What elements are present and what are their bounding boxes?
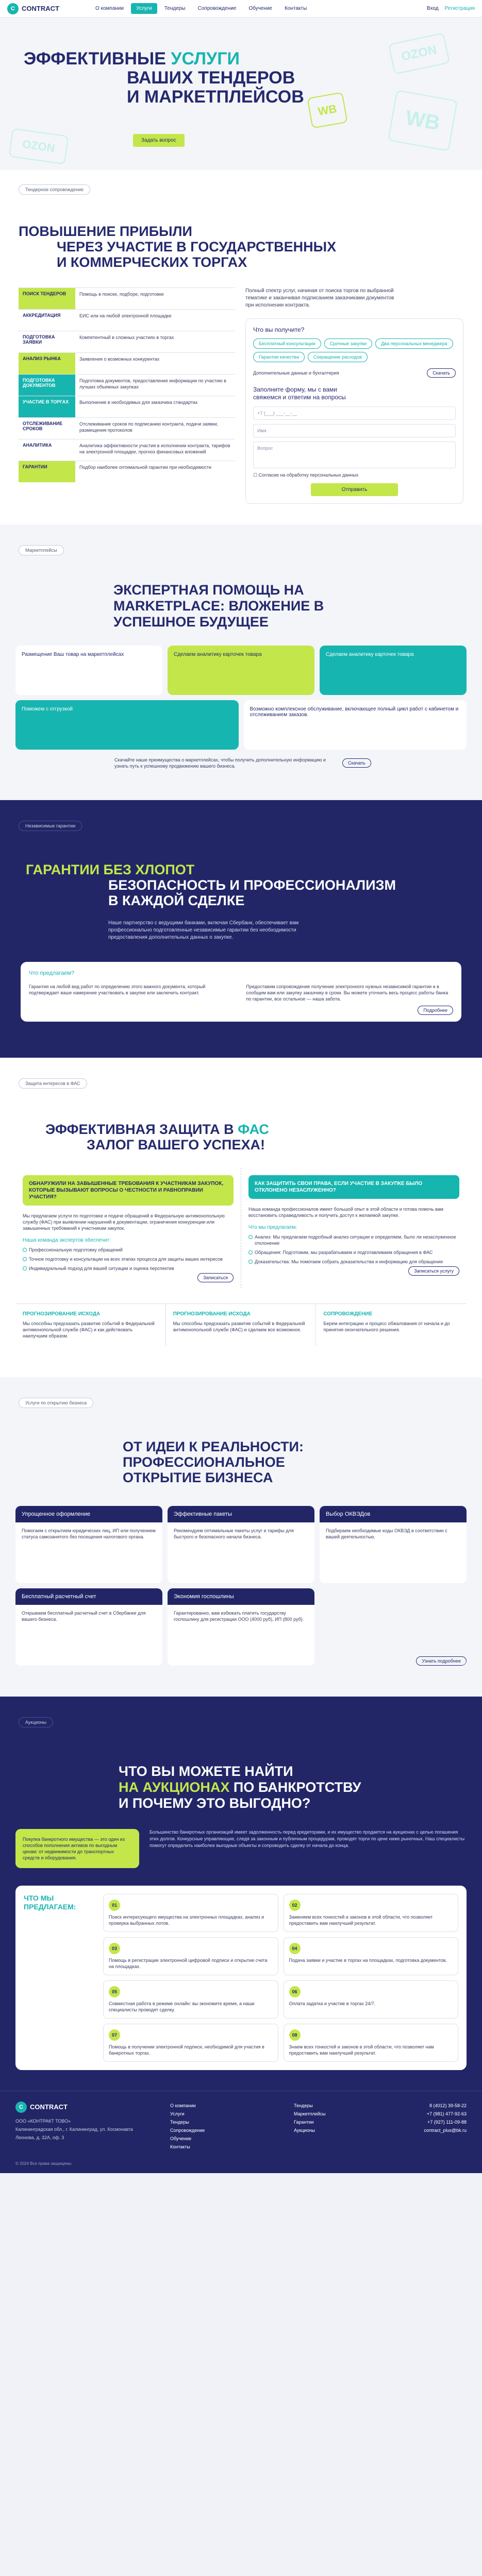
support-title <box>19 224 482 270</box>
benefit-chip: Гарантия качества <box>253 352 305 362</box>
business-title-line: ОТКРЫТИЕ БИЗНЕСА <box>123 1470 273 1485</box>
service-row <box>19 439 235 461</box>
signup-button[interactable]: Записаться <box>197 1273 234 1282</box>
service-desc: Заявления о возможных конкурентах <box>79 357 160 362</box>
section-label: Защита интересов в ФАС <box>19 1078 87 1089</box>
business-card <box>15 1588 162 1666</box>
business-section <box>0 1377 482 1697</box>
consent-checkbox[interactable]: ☐ Согласие на обработку персональных данных <box>253 472 359 478</box>
offer-text: Поиск интересующего имущества на электронных площадках, анализ и проверка выбранных лотов. <box>109 1914 264 1926</box>
business-card <box>15 1506 162 1583</box>
fas-feature <box>15 1304 166 1346</box>
fas-list-item: Доказательства: Мы помогаем собрать доказательства и информацию для обращения <box>248 1259 459 1265</box>
business-cta <box>320 1588 467 1666</box>
offer-item <box>103 1937 278 1975</box>
footer-link[interactable]: Аукционы <box>294 2128 315 2133</box>
footer-link[interactable]: Контакты <box>170 2144 190 2149</box>
marketplace-card[interactable] <box>168 646 314 695</box>
offer-number: 04 <box>289 1943 301 1954</box>
card-text: Помогаем с открытием юридических лиц, ИП или получением статуса самозанятого без посещения налогового органа. <box>22 1528 156 1539</box>
footer-logo[interactable] <box>15 2102 149 2113</box>
card-title: Упрощенное оформление <box>15 1506 162 1522</box>
card-text: Подбираем необходимые коды ОКВЭД в соответствии с вашей деятельностью. <box>326 1528 447 1539</box>
service-desc: ЕИС или на любой электронной площадке <box>79 313 172 318</box>
fas-title-part: ЭФФЕКТИВНАЯ ЗАЩИТА В <box>45 1122 234 1137</box>
offer-item <box>284 1937 459 1975</box>
nav-support[interactable]: Сопровождение <box>197 6 237 11</box>
auctions-title-accent: НА АУКЦИОНАХ <box>119 1780 230 1795</box>
fas-title-line2: ЗАЛОГ ВАШЕГО УСПЕХА! <box>87 1137 265 1153</box>
auctions-text: Большинство банкротных организаций имеет задолженность перед кредиторами, и их имущество продается на аукционах с целью погашения этих долгов. Конкурсные управляющие, следя за законным и публичным процедурам, проводят торги по цене ниже рыночных. Наш специалисты помогут определить наиболее выгодные объекты и сопроводить сделку от начала до конца. <box>149 1829 465 1848</box>
footer-links-secondary <box>294 2102 371 2151</box>
guarantees-title-line: ГАРАНТИИ БЕЗ ХЛОПОТ <box>26 862 195 877</box>
offer-grid <box>103 1894 458 2062</box>
signup-service-button[interactable]: Записаться услугу <box>408 1266 459 1276</box>
footer-link[interactable]: Гарантии <box>294 2120 314 2125</box>
nav-about[interactable]: О компании <box>95 6 124 11</box>
phone-input[interactable]: +7 (___) ___-__-__ <box>253 406 456 420</box>
auctions-title-line: ПО БАНКРОТСТВУ <box>233 1780 361 1795</box>
ask-question-button[interactable]: Задать вопрос <box>133 134 185 147</box>
service-title: ПОДГОТОВКА ДОКУМЕНТОВ <box>19 375 75 396</box>
more-button[interactable]: Подробнее <box>418 1006 453 1015</box>
fas-left-subtitle: Наша команда экспертов обеспечит: <box>23 1238 111 1243</box>
name-input[interactable]: Имя <box>253 424 456 437</box>
service-row <box>19 396 235 417</box>
guarantees-title-line: В КАЖДОЙ СДЕЛКЕ <box>108 893 245 908</box>
fas-right-text: Наша команда профессионалов имеет большой опыт в этой области и готова помочь вам восстановить справедливость и получить доступ к желаемой закупке. <box>248 1207 443 1218</box>
card-text: Поможем с отгрузкой <box>22 706 73 712</box>
phone-link[interactable]: +7 (927) 111-09-88 <box>427 2120 467 2125</box>
marketplace-card[interactable] <box>15 646 162 695</box>
card-title: Выбор ОКВЭДов <box>320 1506 467 1522</box>
service-row <box>19 374 235 396</box>
market-title-line: ЭКСПЕРТНАЯ ПОМОЩЬ НА <box>113 582 304 598</box>
card-text: Возможно комплексное обслуживание, включающее полный цикл работ с кабинетом и отслеживанием заказов. <box>250 706 459 718</box>
card-title: Бесплатный расчетный счет <box>15 1588 162 1605</box>
section-label: Аукционы <box>19 1717 53 1727</box>
marketplace-card-complex[interactable] <box>244 700 467 750</box>
benefits-box <box>245 318 463 504</box>
footer-link[interactable]: Услуги <box>170 2111 185 2116</box>
footer-link[interactable]: Тендеры <box>294 2103 313 2108</box>
guarantees-section <box>0 800 482 1058</box>
offer-item <box>103 1980 278 2019</box>
feature-title: ПРОГНОЗИРОВАНИЕ ИСХОДА <box>23 1311 101 1317</box>
offer-text: Заменяем всех тонкостей и законов в этой области, что позволяет предоставить вам наилучший результат. <box>289 1914 433 1926</box>
market-title-line: MARKETPLACE: ВЛОЖЕНИЕ В <box>113 598 324 614</box>
marketplace-card-shipping[interactable] <box>15 700 239 750</box>
logo-icon: C <box>15 2102 27 2113</box>
offer-number: 06 <box>289 1986 301 1997</box>
offer-text: Оплата задатка и участие в торгах 24/7. <box>289 2001 376 2006</box>
feature-text: Мы способны предсказать развитие событий в Федеральной антимонопольной службе (ФАС) и как действовать наилучшим образом. <box>23 1321 155 1338</box>
service-title: ПОДГОТОВКА ЗАЯВКИ <box>23 334 55 345</box>
section-label: Услуги по открытию бизнеса <box>19 1398 93 1408</box>
benefit-chip: Срочные закупки <box>324 338 372 349</box>
offer-col: Предоставим сопровождение получение электронного нужных независимой гарантии и в сообщим вам или закупку заказчику в сроки. Вы можете уточнить весь процесс работы банка по гарантии, все остальное — наша забота. <box>246 984 448 1002</box>
fas-feature <box>316 1304 467 1346</box>
support-title-line3: И КОММЕРЧЕСКИХ ТОРГАХ <box>57 255 247 270</box>
business-title-line: ОТ ИДЕИ К РЕАЛЬНОСТИ: <box>123 1439 304 1454</box>
service-row <box>19 352 235 374</box>
footer-link[interactable]: Обучение <box>170 2136 192 2141</box>
market-foot-text: Скачайте наше преимущества о маркетплейсах, чтобы получить дополнительную информацию и узнать путь к успешному продвижению вашего бизнеса. <box>114 757 326 769</box>
services-table <box>19 287 235 504</box>
card-text: Гарантированно, вам избежать платить государству госпошлину для регистрации ООО (4000 руб), ИП (800 руб). <box>174 1611 304 1622</box>
fas-list-item: Обращения: Подготовим, мы разрабатываем и подготавливаем обращения в ФАС <box>248 1249 459 1256</box>
question-input[interactable]: Вопрос <box>253 442 456 468</box>
fas-list-item: Индивидуальный подход для вашей ситуации и оценка перспектив <box>23 1265 234 1272</box>
offer-text: Совместная работа в режиме онлайн: вы экономите время, а наши специалисты проводят сделку. <box>109 2001 255 2012</box>
card-text: Сделаем аналитику карточек товара <box>326 652 414 657</box>
business-card <box>168 1506 314 1583</box>
feature-text: Берем интеграцию и процесс обжалования от начала и до принятия окончательного решения. <box>323 1321 450 1332</box>
fas-left-heading: ОБНАРУЖИЛИ НА ЗАВЫШЕННЫЕ ТРЕБОВАНИЯ К УЧАСТНИКАМ ЗАКУПОК, КОТОРЫЕ ВЫЗЫВАЮТ ВОПРОСЫ О ЧЕСТНОСТИ И РАВНОПРАВИИ УЧАСТИЯ? <box>23 1175 234 1206</box>
offer-number: 01 <box>109 1900 120 1911</box>
service-row <box>19 417 235 439</box>
section-label: Маркетплейсы <box>19 545 64 555</box>
service-desc: Помощь в поиске, подборе, подготовке <box>79 292 164 297</box>
fas-right-column <box>241 1168 467 1288</box>
offer-text: Помощь в получении электронной подписи, необходимой для участия в банкротных торгах. <box>109 2044 264 2056</box>
guarantees-title <box>26 862 482 908</box>
wb-ghost-tag: WB <box>388 90 458 151</box>
site-footer <box>0 2091 482 2161</box>
consent-label: Согласие на обработку персональных данных <box>258 472 359 478</box>
offer-text: Помощь в регистрации электронной цифровой подписи и открытие счета на площадках. <box>109 1958 268 1969</box>
hero-title-line2: ВАШИХ ТЕНДЕРОВ <box>127 68 295 88</box>
service-title: ОТСЛЕЖИВАНИЕ СРОКОВ <box>23 421 63 431</box>
offer-item <box>284 2024 459 2062</box>
logo-text: CONTRACT <box>30 2103 68 2111</box>
nav-training[interactable]: Обучение <box>248 6 273 11</box>
service-title: АККРЕДИТАЦИЯ <box>23 313 61 318</box>
business-card <box>320 1506 467 1583</box>
auctions-offer <box>15 1886 467 2070</box>
footer-link[interactable]: Сопровождение <box>170 2128 205 2133</box>
feature-title: СОПРОВОЖДЕНИЕ <box>323 1311 373 1317</box>
section-label: Независимые гарантии <box>19 821 82 831</box>
offer-number: 03 <box>109 1943 120 1954</box>
footer-contacts <box>424 2102 467 2151</box>
hero-title <box>24 49 304 107</box>
feature-text: Мы способны предсказать развитие событий в Федеральной антимонопольной службе (ФАС) и сделаем все возможное. <box>173 1321 305 1332</box>
hero-title-accent: УСЛУГИ <box>171 49 240 69</box>
auctions-title <box>119 1764 482 1811</box>
offer-number: 05 <box>109 1986 120 1997</box>
benefit-chip: Бесплатный консультации <box>253 338 321 349</box>
service-desc: Подготовка документов, предоставление информации по участию в лучших объемных закупках <box>79 378 226 389</box>
offer-title: ЧТО МЫ ПРЕДЛАГАЕМ: <box>24 1894 76 1911</box>
fas-left-text: Мы предлагаем услуги по подготовке и подаче обращений в Федеральную антимонопольную службу (ФАС) при выявлении нарушений в документации, ограничения конкуренции или завышенных требований к участникам закупок. <box>23 1213 225 1231</box>
service-desc: Компетентный в сложных участиях в торгах <box>79 335 174 340</box>
nav-tenders[interactable]: Тендеры <box>164 6 186 11</box>
offer-col: Гарантия на любой вид работ по определению этого важного документа, который подтверждает ваше намерение участвовать в закупке или заключить контракт. <box>29 984 206 995</box>
login-link[interactable]: Вход <box>426 6 439 11</box>
site-header <box>0 0 482 18</box>
footer-link[interactable]: Маркетплейсы <box>294 2111 326 2116</box>
phone-link[interactable]: +7 (981) 477-92-63 <box>426 2111 467 2116</box>
copyright: © 2024 Все права защищены <box>0 2161 482 2173</box>
service-row <box>19 461 235 482</box>
card-title: Экономия госпошлины <box>168 1588 314 1605</box>
download-button[interactable]: Скачать <box>342 758 371 768</box>
hero-section <box>0 18 482 170</box>
footer-link[interactable]: Тендеры <box>170 2120 189 2125</box>
service-row <box>19 309 235 331</box>
benefits-title: Что вы получите? <box>253 326 305 333</box>
fas-left-column <box>15 1168 241 1288</box>
service-desc: Аналитика эффективности участия в исполнении контракта, тарифов на электронной площадке, прогноз финансовых вложений <box>79 443 230 454</box>
service-row <box>19 287 235 309</box>
extra-docs-text: Дополнительные данные и бухгалтерия <box>253 370 339 376</box>
guarantees-offer-box <box>21 962 461 1022</box>
logo[interactable] <box>7 3 59 14</box>
fas-section <box>0 1058 482 1377</box>
support-title-line1: ПОВЫШЕНИЕ ПРИБЫЛИ <box>19 224 192 239</box>
fas-title <box>45 1122 482 1153</box>
card-text: Сделаем аналитику карточек товара <box>174 652 262 657</box>
support-title-line2: ЧЕРЕЗ УЧАСТИЕ В ГОСУДАРСТВЕННЫХ <box>57 239 337 255</box>
guarantees-text: Наше партнерство с ведущими банками, включая Сбербанк, обеспечивает вам профессионально подготовленные независимые гарантии без необходимости предоставления дополнительных данных о закупке. <box>108 920 299 940</box>
guarantees-title-line: БЕЗОПАСНОСТЬ И ПРОФЕССИОНАЛИЗМ <box>108 877 396 893</box>
card-text: Рекомендуем оптимальные пакеты услуг и тарифы для быстрого и безопасного начала бизнеса. <box>174 1528 294 1539</box>
offer-number: 02 <box>289 1900 301 1911</box>
auctions-title-line: ЧТО ВЫ МОЖЕТЕ НАЙТИ <box>119 1764 293 1779</box>
feature-title: ПРОГНОЗИРОВАНИЕ ИСХОДА <box>173 1311 251 1317</box>
service-row <box>19 331 235 352</box>
service-title: ГАРАНТИИ <box>19 461 75 482</box>
form-question: Заполните форму, мы с вами свяжемся и ответим на вопросы <box>253 386 346 401</box>
marketplace-card[interactable] <box>320 646 467 695</box>
support-intro: Полный спектр услуг, начиная от поиска торгов по выбранной тематике и заканчивая подписанием заказчиками документов при исполнении контракта. <box>245 288 394 308</box>
ozon-ghost-tag: OZON <box>388 32 450 75</box>
wb-ghost-tag-2: WB <box>307 92 347 128</box>
auctions-section <box>0 1697 482 2091</box>
card-text: Открываем бесплатный расчетный счет в Сбербанке для вашего бизнеса. <box>22 1611 146 1622</box>
footer-links <box>170 2102 273 2151</box>
fas-right-subtitle: Что мы предлагаем: <box>248 1225 297 1230</box>
business-title <box>123 1439 482 1485</box>
hero-title-part: ЭФФЕКТИВНЫЕ <box>24 49 166 69</box>
tender-support-section <box>0 170 482 524</box>
offer-text: Подача заявки и участие в торгах на площадках, подготовка документов. <box>289 1958 447 1963</box>
service-title: АНАЛИЗ РЫНКА <box>19 353 75 374</box>
ozon-ghost-tag-2: OZON <box>9 128 69 165</box>
logo-icon: C <box>7 3 19 14</box>
company-name: ООО «КОНТРАКТ ТОВО» <box>15 2119 71 2124</box>
offer-item <box>284 1980 459 2019</box>
fas-feature <box>166 1304 317 1346</box>
auctions-quote: Покупка банкротного имущества — это один из способов пополнения активов по выгодным ценам: от недвижимости до транспортных средств и оборудования. <box>15 1829 139 1868</box>
main-nav <box>90 3 312 14</box>
nav-contacts[interactable]: Контакты <box>285 6 307 11</box>
card-title: Эффективные пакеты <box>168 1506 314 1522</box>
business-card <box>168 1588 314 1666</box>
card-text: Размещение Ваш товар на маркетплейсах <box>22 652 124 657</box>
learn-more-button[interactable]: Узнать подробнее <box>416 1656 467 1666</box>
fas-list-item: Профессиональную подготовку обращений <box>23 1247 234 1253</box>
fas-list-item: Анализ: Мы предлагаем подробный анализ ситуации и определяем, было ли незаслуженное отклонение <box>248 1234 459 1246</box>
service-desc: Выполнение в необходимых для заказчика стандартах <box>79 400 198 405</box>
offer-item <box>284 1894 459 1932</box>
phone-link[interactable]: 8 (4012) 39-58-22 <box>429 2103 467 2108</box>
market-title <box>113 582 482 630</box>
logo-text: CONTRACT <box>22 5 59 12</box>
benefit-chip: Два персональных менеджера <box>375 338 453 349</box>
email-link[interactable]: contract_plus@bk.ru <box>424 2128 467 2133</box>
benefit-chip: Сокращение расходов <box>308 352 368 362</box>
service-desc: Отслеживание сроков по подписанию контракта, подачи заявки, размещения протоколов <box>79 421 219 433</box>
fas-list-item: Точное подготовку и консультации на всех этапах процесса для защиты ваших интересов <box>23 1256 234 1262</box>
fas-title-accent: ФАС <box>238 1122 269 1137</box>
market-title-line: УСПЕШНОЕ БУДУЩЕЕ <box>113 614 269 630</box>
offer-item <box>103 2024 278 2062</box>
company-address: Калининградская обл., г. Калининград, ул. Космонавта Леонова, д. 32А, оф. 3 <box>15 2127 133 2140</box>
auctions-title-line: И ПОЧЕМУ ЭТО ВЫГОДНО? <box>119 1795 311 1811</box>
service-title: АНАЛИТИКА <box>23 443 52 448</box>
offer-number: 07 <box>109 2029 120 2041</box>
offer-text: Знаем всех тонкостей и законов в этой области, что позволяет нам предоставить вам наилучший результат. <box>289 2044 434 2056</box>
service-title: УЧАСТИЕ В ТОРГАХ <box>19 396 75 417</box>
offer-item <box>103 1894 278 1932</box>
auth-links <box>427 6 475 11</box>
service-desc: Подбор наиболее оптимальной гарантии при необходимости <box>79 465 211 470</box>
nav-services[interactable]: Услуги <box>131 3 157 14</box>
send-button[interactable]: Отправить <box>311 483 398 496</box>
footer-link[interactable]: О компании <box>170 2103 196 2108</box>
business-title-line: ПРОФЕССИОНАЛЬНОЕ <box>123 1454 285 1470</box>
section-label: Тендерное сопровождение <box>19 184 90 195</box>
fas-right-heading: КАК ЗАЩИТИТЬ СВОИ ПРАВА, ЕСЛИ УЧАСТИЕ В ЗАКУПКЕ БЫЛО ОТКЛОНЕНО НЕЗАСЛУЖЕННО? <box>248 1175 459 1199</box>
download-button[interactable]: Скачать <box>427 368 456 378</box>
offer-number: 08 <box>289 2029 301 2041</box>
marketplace-section <box>0 524 482 800</box>
hero-title-line3: И МАРКЕТПЛЕЙСОВ <box>127 87 304 107</box>
service-title: ПОИСК ТЕНДЕРОВ <box>19 288 75 309</box>
register-link[interactable]: Регистрация <box>444 6 475 11</box>
offer-title: Что предлагаем? <box>29 970 75 976</box>
